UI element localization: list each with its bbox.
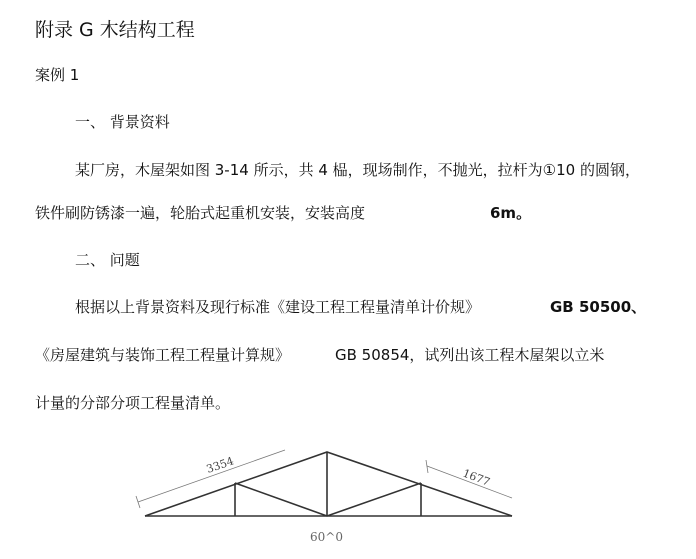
paragraph-text: 计量的分部分项工程量清单。 — [35, 394, 231, 412]
case-heading: 案例 1 — [35, 66, 80, 84]
paragraph-text: 铁件刷防锈漆一遍，轮胎式起重机安装，安装高度 — [35, 204, 366, 222]
paragraph-text: 根据以上背景资料及现行标准《建设工程工程量清单计价规》 — [75, 298, 481, 316]
section-background-heading: 一、 背景资料 — [75, 113, 170, 131]
figure-caption: 60^0 — [310, 530, 343, 544]
left-diagonal — [235, 483, 327, 516]
paragraph-text: 《房屋建筑与装饰工程工程量计算规》 — [35, 346, 291, 364]
section-question-heading: 二、 问题 — [75, 251, 140, 269]
standard-code: GB 50500、 — [550, 298, 647, 316]
right-diagonal — [327, 483, 421, 516]
install-height: 6m。 — [490, 204, 532, 222]
page-title: 附录 G 木结构工程 — [35, 19, 195, 41]
standard-code: GB 50854，试列出该工程木屋架以立米 — [335, 346, 605, 364]
paragraph-text: 某厂房，木屋架如图 3-14 所示，共 4 榀，现场制作，不抛光，拉杆为①10 的圆钢， — [75, 161, 640, 179]
dimension-label-left: 3354 — [204, 454, 236, 476]
dimension-line-left — [138, 450, 285, 502]
dimension-label-right: 1677 — [460, 466, 492, 489]
top-chord — [145, 452, 512, 516]
